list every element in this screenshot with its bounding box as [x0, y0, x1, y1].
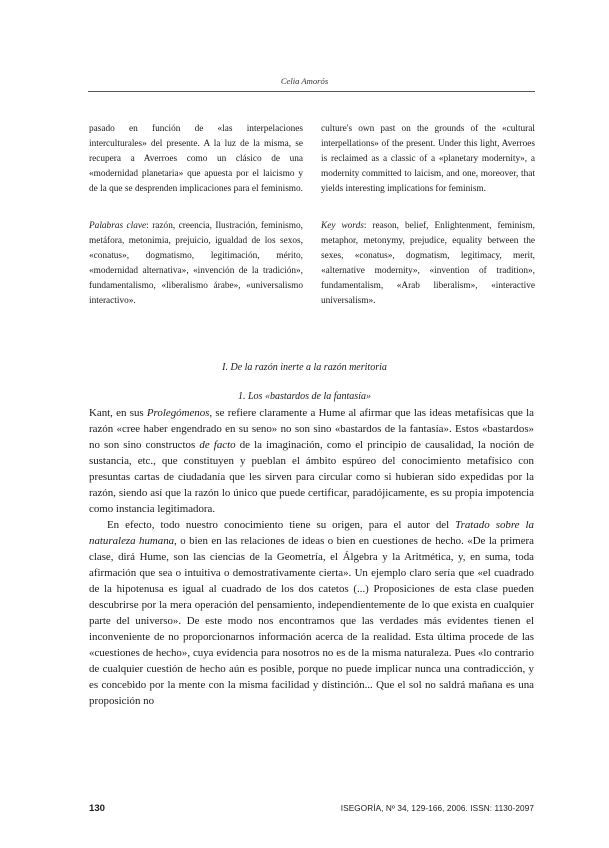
- subsection-title: 1. Los «bastardos de la fantasía»: [238, 391, 371, 402]
- page-number: 130: [89, 803, 106, 814]
- body-text-run: , se refiere claramente a Hume al afirmar que las ideas metafísicas que la razón «cree haber engendrado en su seno» no son sino «bastardos de la fantasía». Estos «bastardos» no son sino constructos: [89, 407, 535, 451]
- keywords-english-label: Key words: [321, 221, 364, 231]
- latin-term: de facto: [199, 439, 236, 451]
- abstract-english: culture's own past on the grounds of the «cultural interpellations» of the present. Under this light, Averroes is reclaimed as a classic of a «planetary modernity», a modernity committed to laicism, and one, moreover, that yields interesting implications for feminism.: [321, 124, 535, 194]
- section-title: I. De la razón inerte a la razón meritoria: [222, 362, 387, 373]
- body-text: [89, 405, 534, 709]
- journal-citation: ISEGORÍA, Nº 34, 129-166, 2006. ISSN: 1130-2097: [340, 804, 534, 813]
- body-paragraph-2: [89, 517, 534, 709]
- running-head: Celia Amorós: [280, 76, 329, 86]
- book-title: Prolegómenos: [146, 407, 210, 419]
- abstract-spanish: pasado en función de «las interpelaciones interculturales» del presente. A la luz de la misma, se recupera a Averroes como un clásico de una «modernidad planetaria» que apuesta por el laicismo y de la que se desprenden implicaciones para el feminismo.: [89, 124, 304, 194]
- keywords-english-text: : reason, belief, Enlightenment, feminism, metaphor, metonymy, prejudice, equality between the sexes, «conatus», dogmatism, legitimacy, merit, «alternative modernity», «invention of tradition», fundamentalism, «Arab liberalism», «interactive universalism».: [321, 221, 535, 306]
- body-text-run: , o bien en las relaciones de ideas o bien en cuestiones de hecho. «De la primera clase, dirá Hume, son las ciencias de la Geometría, el Álgebra y la Aritmética, y, en suma, toda afirmación que sea o intuitiva o demostrativamente cierta». Un ejemplo claro sería que «el cuadrado de la hipotenusa es igual al cuadrado de los dos catetos (...) Proposiciones de esta clase pueden descubrirse por la mera operación del pensamiento, independientemente de lo que exista en cualquier parte del universo». De este modo nos encontramos que las verdades más evidentes tienen el inconveniente de no proporcionarnos información acerca de la realidad. Esta última procede de las «cuestiones de hecho», cuya evidencia para nosotros no es de la misma naturaleza. Pues «lo contrario de cualquier cuestión de hecho aún es posible, porque no puede implicar nunca una contradicción, y es concebido por la mente con la misma facilidad y distinción... Que el sol no saldrá mañana es una proposición no: [89, 535, 534, 707]
- keywords-english: [321, 219, 535, 309]
- book-title: Tratado sobre la naturaleza humana: [89, 519, 535, 547]
- body-text-run: de la imaginación, como el principio de causalidad, la noción de sustancia, etc., que constituyen y pueblan el ámbito espúreo del conocimiento metafísico con presuntas cartas de ciudadanía que les sirven para circular como si hubieran sido expedidas por la razón, siendo así que la razón lo único que puede certificar, paradójicamente, es su propia impotencia como instancia legitimadora.: [89, 439, 534, 515]
- keywords-spanish-label: Palabras clave: [89, 221, 147, 231]
- body-text-run: Kant, en sus: [89, 407, 147, 419]
- keywords-spanish: [89, 219, 303, 309]
- body-paragraph-1: [89, 405, 534, 517]
- header-rule: [88, 91, 535, 92]
- keywords-spanish-text: : razón, creencia, Ilustración, feminismo, metáfora, metonimia, prejuicio, igualdad de los sexos, «conatus», dogmatismo, legitimación, mérito, «modernidad alternativa», «invención de la tradición», fundamentalismo, «liberalismo árabe», «universalismo interactivo».: [89, 221, 304, 306]
- body-text-run: En efecto, todo nuestro conocimiento tiene su origen, para el autor del: [107, 519, 456, 531]
